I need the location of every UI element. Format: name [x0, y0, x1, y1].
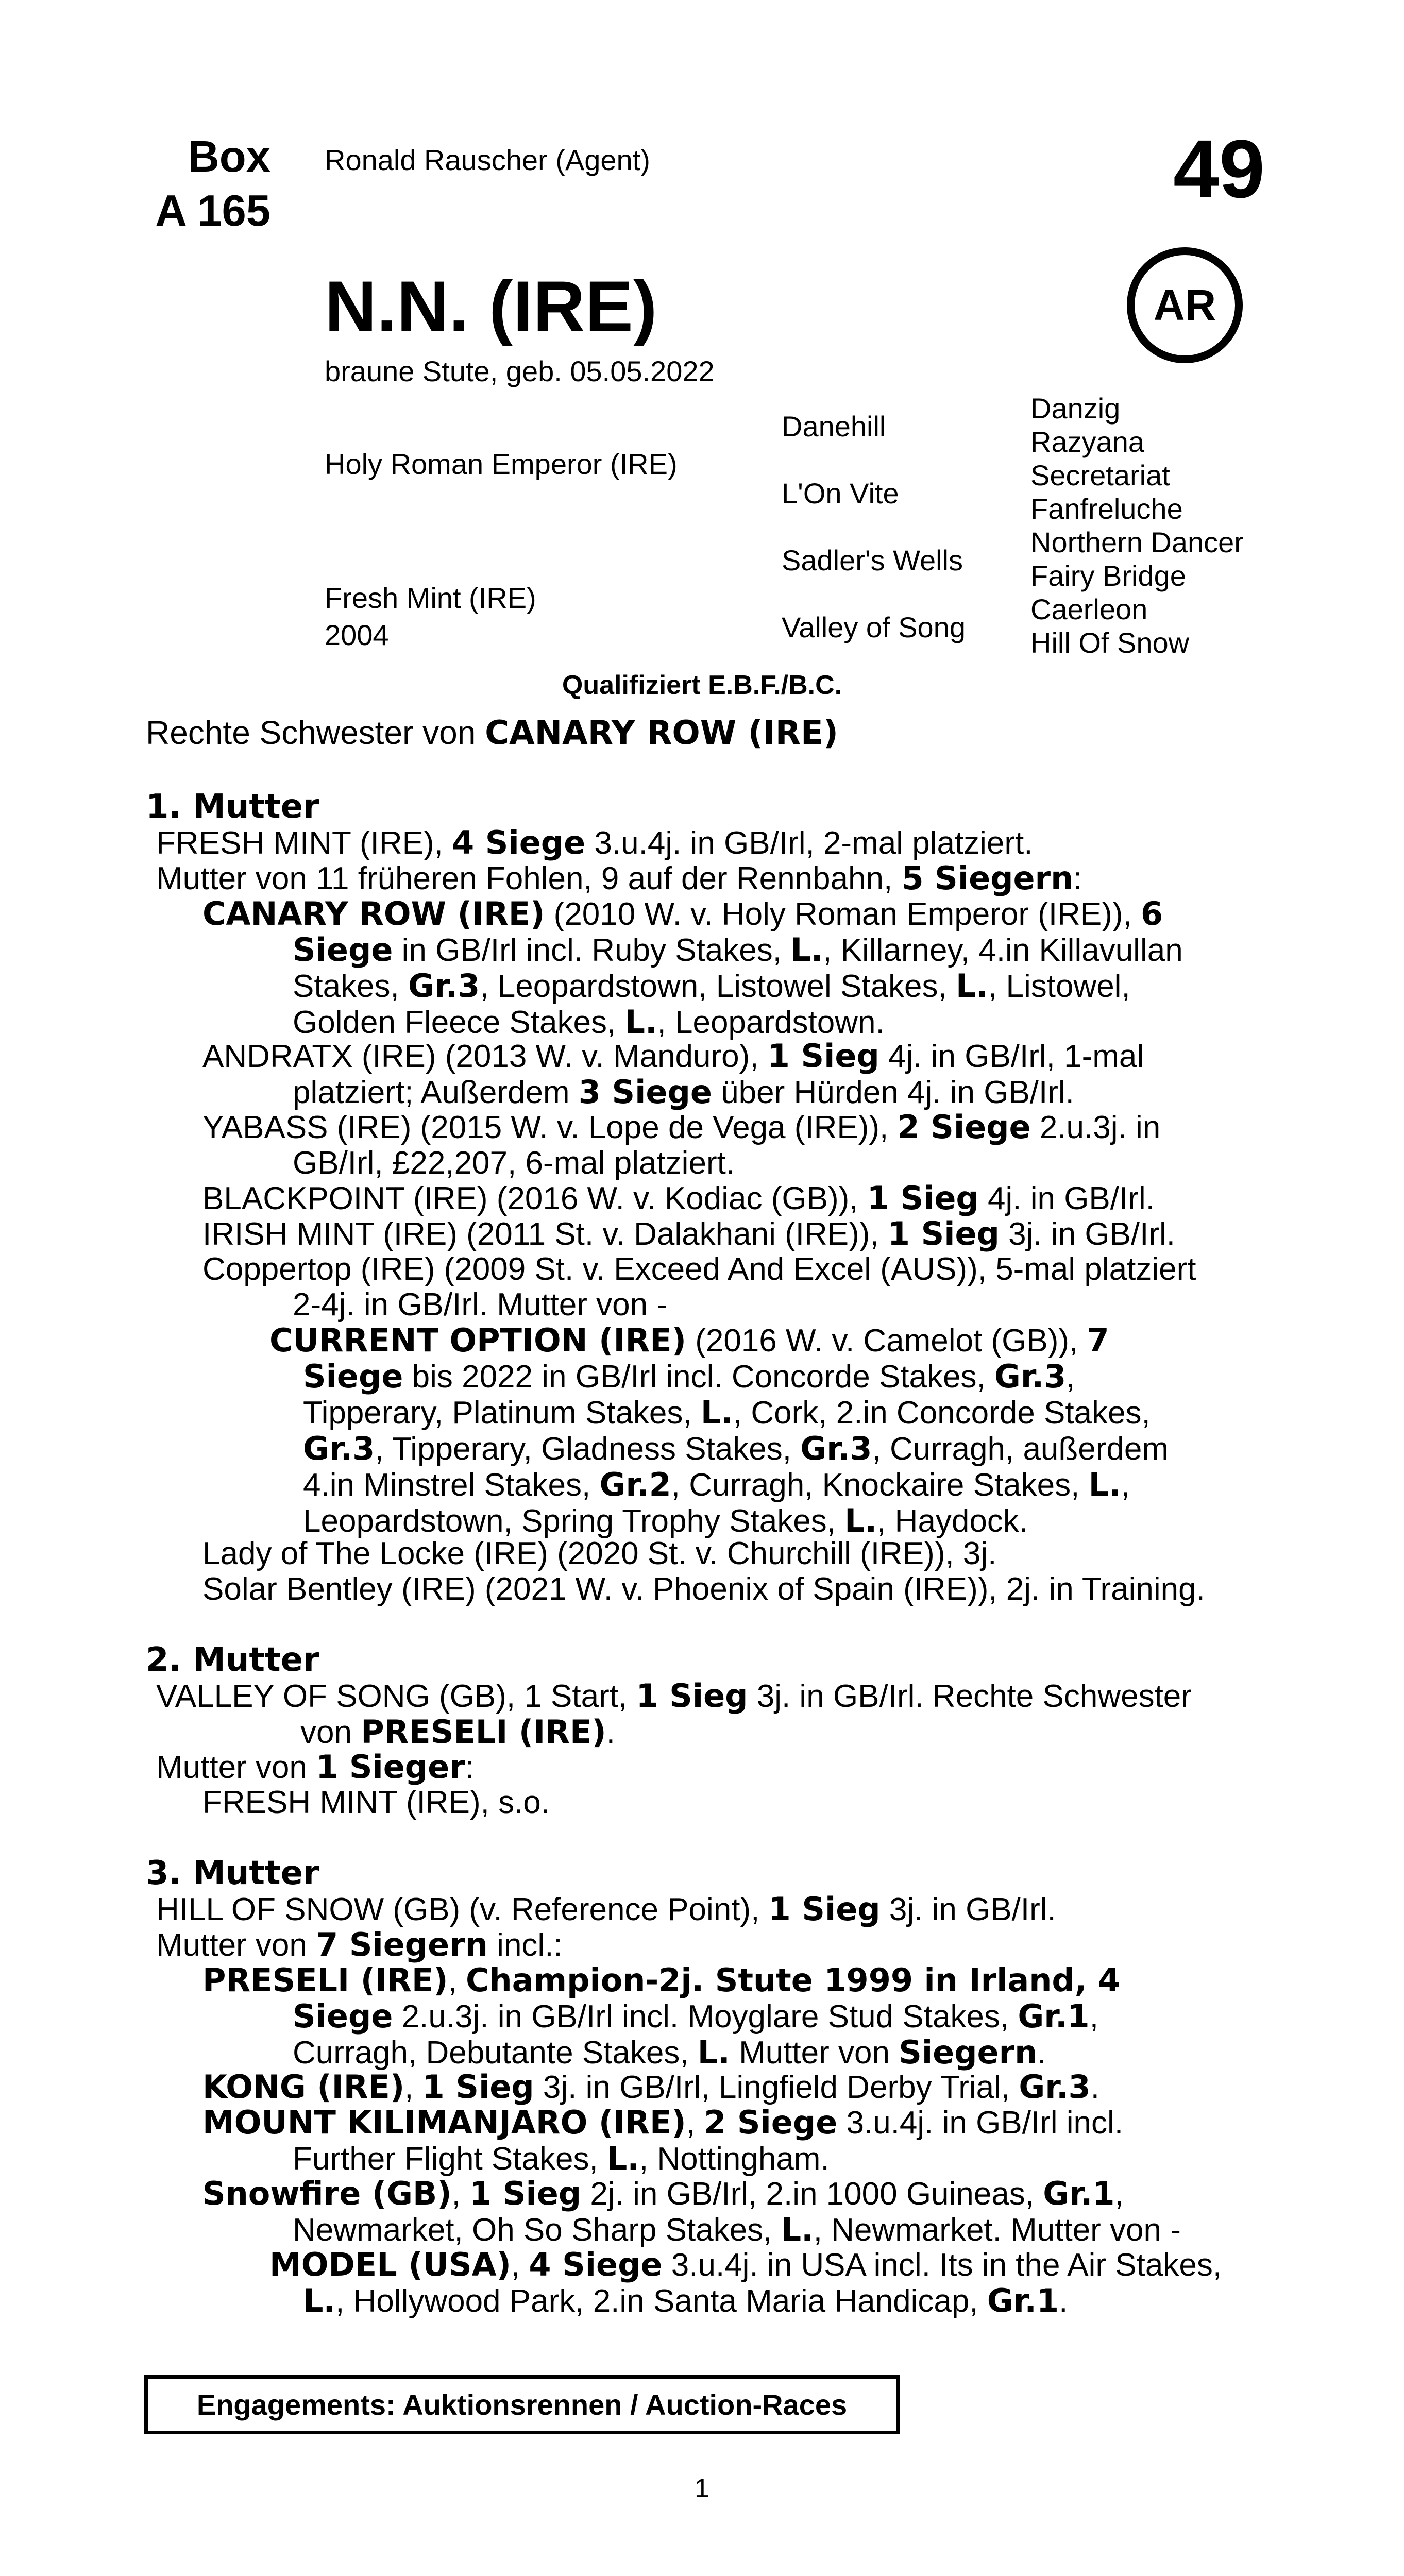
page-number: 1 [695, 2473, 709, 2503]
pedigree-gen2-3: Sadler's Wells [782, 544, 963, 577]
section-heading-2: 2. Mutter [146, 1641, 319, 1679]
grandchild-model: MODEL (USA), 4 Siege 3.u.4j. in USA incl. Its in the Air Stakes, L., Hollywood Park, 2.in Santa Maria Handicap, Gr.1. [269, 2246, 1222, 2319]
lot-number: 49 [1173, 123, 1265, 215]
horse-name: N.N. (IRE) [325, 266, 657, 347]
section-heading-3: 3. Mutter [146, 1854, 319, 1892]
horse-description: braune Stute, geb. 05.05.2022 [325, 355, 715, 387]
box-number: A 165 [155, 187, 270, 235]
produce-preseli: PRESELI (IRE), Champion-2j. Stute 1999 in Irland, 4 Siege 2.u.3j. in GB/Irl incl. Moyglare Stud Stakes, Gr.1, Curragh, Debutante Stakes, L. Mutter von Siegern. [202, 1961, 1121, 2071]
dam-1-produce-summary: Mutter von 11 früheren Fohlen, 9 auf der Rennbahn, 5 Siegern: [156, 859, 1082, 897]
ar-badge-label: AR [1153, 281, 1216, 329]
pedigree-gen3-2: Razyana [1030, 426, 1145, 458]
pedigree-gen3-3: Secretariat [1030, 459, 1170, 492]
dam-1-record: FRESH MINT (IRE), 4 Siege 3.u.4j. in GB/Irl, 2-mal platziert. [156, 824, 1033, 861]
sibling-coppertop: Coppertop (IRE) (2009 St. v. Exceed And Excel (AUS)), 5-mal platziert 2-4j. in GB/Irl. Mutter von - [202, 1251, 1196, 1323]
pedigree-gen3-7: Caerleon [1030, 593, 1148, 625]
box-label: Box [188, 132, 270, 181]
pedigree-gen2-2: L'On Vite [782, 477, 899, 510]
dam-3-produce-summary: Mutter von 7 Siegern incl.: [156, 1926, 563, 1963]
pedigree-dam: Fresh Mint (IRE) [325, 582, 536, 614]
pedigree-dam-year: 2004 [325, 619, 389, 651]
sibling-blackpoint: BLACKPOINT (IRE) (2016 W. v. Kodiac (GB)), 1 Sieg 4j. in GB/Irl. [202, 1179, 1155, 1217]
dam-2-produce-summary: Mutter von 1 Sieger: [156, 1748, 475, 1786]
grandchild-current-option: CURRENT OPTION (IRE) (2016 W. v. Camelot (GB)), 7 Siege bis 2022 in GB/Irl incl. Concorde Stakes, Gr.3, Tipperary, Platinum Stakes, L., Cork, 2.in Concorde Stakes, Gr.3, Tipperary, Gladness Stakes, Gr.3, Curragh, außerdem 4.in Minstrel Stakes, Gr.2, Curragh, Knockaire Stakes, L., Leopardstown, Spring Trophy Stakes, L., Haydock. [269, 1321, 1169, 1539]
produce-mount-kilimanjaro: MOUNT KILIMANJARO (IRE), 2 Siege 3.u.4j. in GB/Irl incl. Further Flight Stakes, L., Nottingham. [202, 2104, 1124, 2177]
section-heading-1: 1. Mutter [146, 788, 319, 826]
qualification: Qualifiziert E.B.F./B.C. [562, 670, 842, 700]
ar-badge [1127, 247, 1243, 363]
pedigree-sire: Holy Roman Emperor (IRE) [325, 448, 678, 480]
dam-3-record: HILL OF SNOW (GB) (v. Reference Point), 1 Sieg 3j. in GB/Irl. [156, 1890, 1056, 1928]
agent-name: Ronald Rauscher (Agent) [325, 144, 650, 176]
pedigree-gen3-6: Fairy Bridge [1030, 560, 1186, 592]
sister-name: CANARY ROW (IRE) [485, 714, 838, 752]
produce-snowfire: Snowfire (GB), 1 Sieg 2j. in GB/Irl, 2.in 1000 Guineas, Gr.1, Newmarket, Oh So Sharp Stakes, L., Newmarket. Mutter von - [202, 2175, 1181, 2248]
dam-2-record: VALLEY OF SONG (GB), 1 Start, 1 Sieg 3j. in GB/Irl. Rechte Schwester von PRESELI (IRE). [156, 1677, 1192, 1751]
sister-line [146, 714, 838, 752]
dam-2-produce-fresh-mint: FRESH MINT (IRE), s.o. [202, 1785, 550, 1820]
pedigree-gen3-1: Danzig [1030, 392, 1121, 425]
produce-kong: KONG (IRE), 1 Sieg 3j. in GB/Irl, Lingfield Derby Trial, Gr.3. [202, 2068, 1099, 2106]
sibling-andratx: ANDRATX (IRE) (2013 W. v. Manduro), 1 Sieg 4j. in GB/Irl, 1-mal platziert; Außerdem 3 Siege über Hürden 4j. in GB/Irl. [202, 1037, 1144, 1111]
sibling-lady-of-the-locke: Lady of The Locke (IRE) (2020 St. v. Churchill (IRE)), 3j. [202, 1536, 997, 1571]
sibling-canary-row: CANARY ROW (IRE) (2010 W. v. Holy Roman Emperor (IRE)), 6 Siege in GB/Irl incl. Ruby Stakes, L., Killarney, 4.in Killavullan Stakes, Gr.3, Leopardstown, Listowel Stakes, L., Listowel, Golden Fleece Stakes, L., Leopardstown. [202, 895, 1183, 1041]
pedigree-gen3-5: Northern Dancer [1030, 526, 1244, 558]
pedigree-gen2-1: Danehill [782, 410, 886, 443]
engagements-box [144, 2375, 900, 2434]
engagements-label: Engagements: Auktionsrennen / Auction-Races [196, 2388, 848, 2421]
sister-prefix: Rechte Schwester von [146, 714, 485, 751]
sibling-irish-mint: IRISH MINT (IRE) (2011 St. v. Dalakhani (IRE)), 1 Sieg 3j. in GB/Irl. [202, 1215, 1176, 1252]
pedigree-gen2-4: Valley of Song [782, 611, 966, 643]
pedigree-gen3-8: Hill Of Snow [1030, 626, 1190, 659]
sibling-solar-bentley: Solar Bentley (IRE) (2021 W. v. Phoenix of Spain (IRE)), 2j. in Training. [202, 1571, 1205, 1607]
pedigree-gen3-4: Fanfreluche [1030, 493, 1183, 525]
sibling-yabass: YABASS (IRE) (2015 W. v. Lope de Vega (IRE)), 2 Siege 2.u.3j. in GB/Irl, £22,207, 6-mal platziert. [202, 1108, 1161, 1181]
